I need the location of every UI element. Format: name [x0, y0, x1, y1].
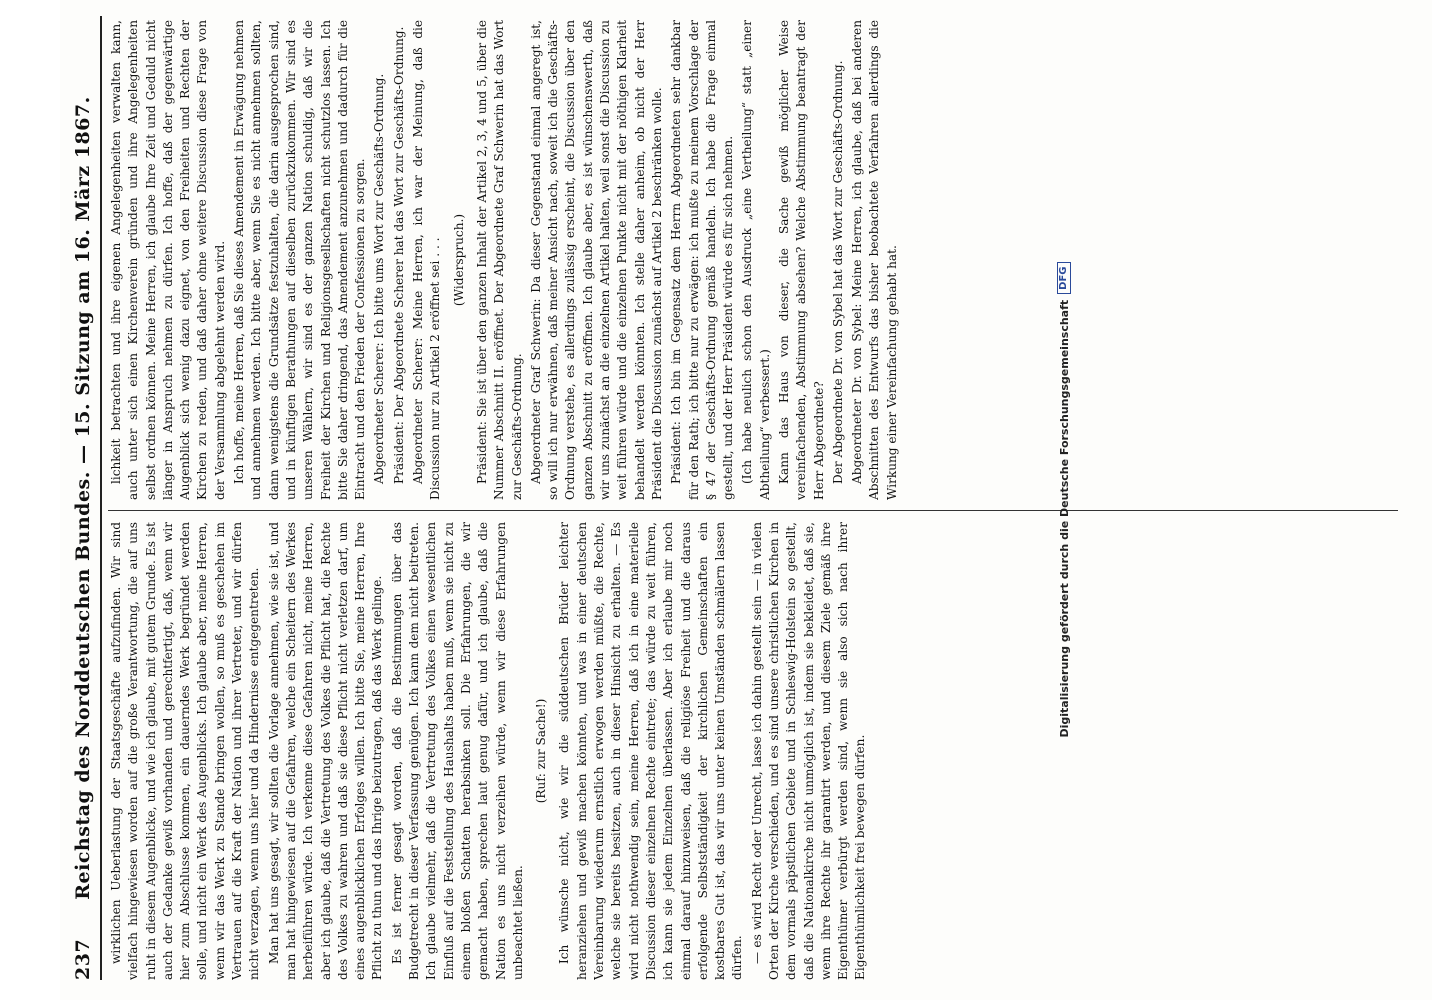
- paragraph: Abgeordneter Scherer: Meine Herren, ich war der Meinung, daß die Discussion nur zu Artikel 2 eröffnet sei . . .: [411, 20, 443, 500]
- paragraph: Präsident: Sie ist über den ganzen Inhalt der Artikel 2, 3, 4 und 5, über die Nummer Abschnitt II. eröffnet. Der Abgeordnete Graf Schwerin hat das Wort zur Geschäfts-Ordnung.: [474, 20, 524, 500]
- paragraph: Präsident: Der Abgeordnete Scherer hat das Wort zur Geschäfts-Ordnung.: [391, 26, 406, 484]
- paragraph: — es wird Recht oder Unrecht, lasse ich dahin gestellt sein — in vielen Orten der Kirche verschieden, und es sind unsere christlichen Kirchen in dem vormals päpstlichen Gebiete und in Schleswig-Holstein so gestellt, daß die Nationalkirche nicht unmöglich ist, indem sie bekleidet, daß sie, wenn ihre Rechte ihr garantirt werden, und diesem Ziele gemäß ihre Eigenthümer verbürgt werden sind, wenn sie also sich nach ihrer Eigenthümlichkeit frei bewegen dürfen.: [749, 522, 868, 980]
- paragraph: (Ich habe neulich schon den Ausdruck „eine Vertheilung“ statt „einer Abtheilung“ verbessert.): [740, 20, 772, 500]
- document-page: [60, 0, 1432, 1000]
- page-number: 237: [72, 938, 94, 980]
- dfg-logo-icon: DFG: [1057, 263, 1071, 294]
- interjection: (Widerspruch.): [451, 213, 466, 307]
- page-title: Reichstag des Norddeutschen Bundes. — 15. Sitzung am 16. März 1867.: [72, 96, 94, 900]
- paragraph: Abgeordneter Graf Schwerin: Da dieser Gegenstand einmal angeregt ist, so will ich nur erwähnen, daß meiner Ansicht nach, soweit ich die Geschäfts-Ordnung verstehe, es allerdings zulässig erscheint, die Discussion über den ganzen Abschnitt zu eröffnen. Ich glaube aber, es ist wünschenswerth, daß wir uns zunächst an die einzelnen Artikel halten, weil sonst die Discussion zu weit führen würde und die einzelnen Punkte nicht mit der nöthigen Klarheit behandelt werden könnten. Ich stelle daher anheim, ob nicht der Herr Präsident die Discussion zunächst auf Artikel 2 beschränken wolle.: [528, 20, 664, 500]
- column-divider: [108, 510, 1398, 511]
- paragraph: Ich wünsche nicht, wie wir die süddeutschen Brüder leichter heranziehen und gewiß machen könnten, und was in einer deutschen Vereinbarung wiederum ernstlich erwogen werden müßte, die Rechte, welche sie bereits besitzen, auch in dieser Hinsicht zu erhalten. — Es wird nicht nothwendig sein, meine Herren, daß ich in eine materielle Discussion dieser einzelnen Rechte eintrete; das würde zu weit führen, ich kann sie jedem Einzelnen überlassen. Aber ich erlaube mir noch einmal darauf hinzuweisen, daß die religiöse Freiheit und die daraus erfolgende Selbstständigkeit der kirchlichen Gemeinschaften ein kostbares Gut ist, das wir uns unter keinen Umständen schmälern lassen dürfen.: [557, 522, 745, 980]
- paragraph: Es ist ferner gesagt worden, daß die Bestimmungen über das Budgetrecht in dieser Verfassung genügen. Ich kann dem nicht beitreten. Ich glaube vielmehr, daß die Vertretung des Volkes einen wesentlichen Einfluß auf die Feststellung des Haushalts haben muß, wenn sie nicht zu einem bloßen Schatten herabsinken soll. Die Erfahrungen, die wir gemacht haben, sprechen laut genug dafür, und ich glaube, daß die Nation es uns nicht verzeihen würde, wenn wir diese Erfahrungen unbeachtet ließen.: [389, 522, 525, 980]
- text-column-right: [108, 20, 1398, 500]
- paragraph: Man hat uns gesagt, wir sollten die Vorlage annehmen, wie sie ist, und man hat hingewiesen auf die Gefahren, welche ein Scheitern des Werkes herbeiführen würde. Ich verkenne diese Gefahren nicht, meine Herren, aber ich glaube, daß die Vertretung des Volkes die Pflicht hat, die Rechte des Volkes zu wahren und daß sie diese Pflicht nicht verletzen darf, um eines augenblicklichen Erfolges willen. Ich bitte Sie, meine Herren, Ihre Pflicht zu thun und das Ihrige beizutragen, daß das Werk gelinge.: [266, 522, 385, 980]
- digitization-credit: [1056, 0, 1072, 1000]
- interjection: (Ruf: zur Sache!): [534, 698, 549, 804]
- paragraph: Ich hoffe, meine Herren, daß Sie dieses Amendement in Erwägung nehmen und annehmen werden. Ich bitte aber, wenn Sie es nicht annehmen sollten, dann wenigstens die Grundsätze festzuhalten, die darin ausgesprochen sind, und in künftigen Berathungen auf dieselben zurückzukommen. Wir sind es unseren Wählern, wir sind es der ganzen Nation schuldig, daß wir die Freiheit der Kirchen und Religionsgesellschaften nicht schutzlos lassen. Ich bitte Sie daher dringend, das Amendement anzunehmen und dadurch für die Eintracht und den Frieden der Confessionen zu sorgen.: [232, 20, 368, 500]
- paragraph: Präsident: Ich bin im Gegensatz dem Herrn Abgeordneten sehr dankbar für den Rath; ich bitte nur zu erwägen: ich mußte zu meinem Vorschlage der § 47 der Geschäfts-Ordnung gemäß handeln. Ich habe die Frage einmal gestellt, und der Herr Präsident würde es für sich nehmen.: [669, 20, 736, 500]
- paragraph: lichkeit betrachten und ihre eigenen Angelegenheiten verwalten kann, auch unter sich einen Kirchenverein gründen und ihre Angelegenheiten selbst ordnen können. Meine Herren, ich glaube Ihre Zeit und Geduld nicht länger in Anspruch nehmen zu dürfen. Ich hoffe, daß der gegenwärtige Augenblick sich wenig dazu eignet, von den Freiheiten und Rechten der Kirchen zu reden, und daß daher ohne weitere Discussion diese Frage von der Versammlung abgelehnt werden wird.: [109, 20, 227, 500]
- paragraph: wirklichen Ueberlastung der Staatsgeschäfte aufzufinden. Wir sind vielfach hingewiesen worden auf die große Verantwortung, die auf uns ruht in diesem Augenblicke, und wie ich glaube, mit gutem Grunde. Es ist auch der Gedanke gewiß vorhanden und gerechtfertigt, daß, wenn wir hier zum Abschlusse kommen, ein dauerndes Werk begründet werden solle, und nicht ein Werk des Augenblicks. Ich glaube aber, meine Herren, wenn wir das Werk zu Stande bringen wollen, so muß es geschehen im Vertrauen auf die Kraft der Nation und ihrer Vertreter, und wir dürfen nicht verzagen, wenn uns hier und da Hindernisse entgegentreten.: [109, 522, 262, 980]
- paragraph: Der Abgeordnete Dr. von Sybel hat das Wort zur Geschäfts-Ordnung.: [830, 60, 845, 484]
- paragraph: Kann das Haus von dieser, die Sache gewiß möglicher Weise vereinfachenden, Abstimmung absehen? Welche Abstimmung beantragt der Herr Abgeordnete?: [776, 20, 826, 500]
- paragraph: Abgeordneter Dr. von Sybel: Meine Herren, ich glaube, daß bei anderen Abschnitten des Entwurfs das bisher beobachtete Verfahren allerdings die Wirkung einer Vereinfachung gehabt hat.: [850, 20, 899, 500]
- page-header: [66, 16, 102, 980]
- digitization-text: Digitalisierung gefördert durch die Deutsche Forschungsgemeinschaft: [1057, 299, 1071, 738]
- paragraph: Abgeordneter Scherer: Ich bitte ums Wort zur Geschäfts-Ordnung.: [372, 73, 387, 484]
- text-column-left: [108, 522, 1398, 980]
